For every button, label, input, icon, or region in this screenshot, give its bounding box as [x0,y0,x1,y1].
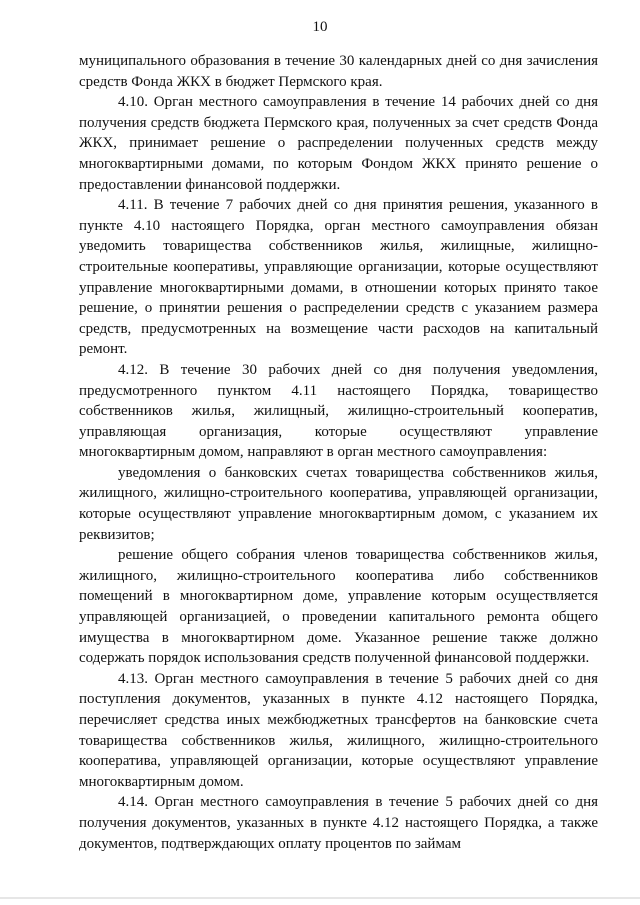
paragraph: 4.14. Орган местного самоуправления в течение 5 рабочих дней со дня получения документов, указанных в пункте 4.12 настоящего Порядка, а также документов, подтверждающих оплату процентов по займам [79,794,598,852]
paragraph: 4.12. В течение 30 рабочих дней со дня получения уведомления, предусмотренного пунктом 4.11 настоящего Порядка, товарищество собственников жилья, жилищный, жилищно-строительный кооператив, управляющая организация, которые осуществляют управление многоквартирным домом, направляют в орган местного самоуправления: [79,361,598,461]
document-body [79,51,598,854]
paragraph: решение общего собрания членов товарищества собственников жилья, жилищного, жилищно-строительного кооператива либо собственников помещений в многоквартирном доме, управление которым осуществляется управляющей организацией, о проведении капитального ремонта общего имущества в многоквартирном доме. Указанное решение также должно содержать порядок использования средств полученной финансовой поддержки. [79,547,598,667]
page-bottom-edge [0,897,640,899]
page-number: 10 [312,19,328,35]
paragraph: уведомления о банковских счетах товарищества собственников жилья, жилищного, жилищно-строительного кооператива, управляющей организации, которые осуществляют управление многоквартирным домом, с указанием их реквизитов; [79,464,598,543]
paragraph: 4.10. Орган местного самоуправления в течение 14 рабочих дней со дня получения средств бюджета Пермского края, полученных за счет средств Фонда ЖКХ, принимает решение о распределении полученных средств между многоквартирными домами, по которым Фондом ЖКХ принято решение о предоставлении финансовой поддержки. [79,94,598,193]
paragraph: 4.11. В течение 7 рабочих дней со дня принятия решения, указанного в пункте 4.10 настоящего Порядка, орган местного самоуправления обязан уведомить товарищества собственников жилья, жилищные, жилищно-строительные кооперативы, управляющие организации, которые осуществляют управление многоквартирными домами, в отношении которых принято такое решение, о принятии решения о распределении средств с указанием размера средств, предусмотренных на возмещение части расходов на капитальный ремонт. [79,197,598,358]
paragraph: муниципального образования в течение 30 календарных дней со дня зачисления средств Фонда ЖКХ в бюджет Пермского края. [79,53,598,90]
paragraph: 4.13. Орган местного самоуправления в течение 5 рабочих дней со дня поступления документов, указанных в пункте 4.12 настоящего Порядка, перечисляет средства иных межбюджетных трансфертов на банковские счета товарищества собственников жилья, жилищного, жилищно-строительного кооператива, управляющей организации, которые осуществляют управление многоквартирным домом. [79,670,598,790]
